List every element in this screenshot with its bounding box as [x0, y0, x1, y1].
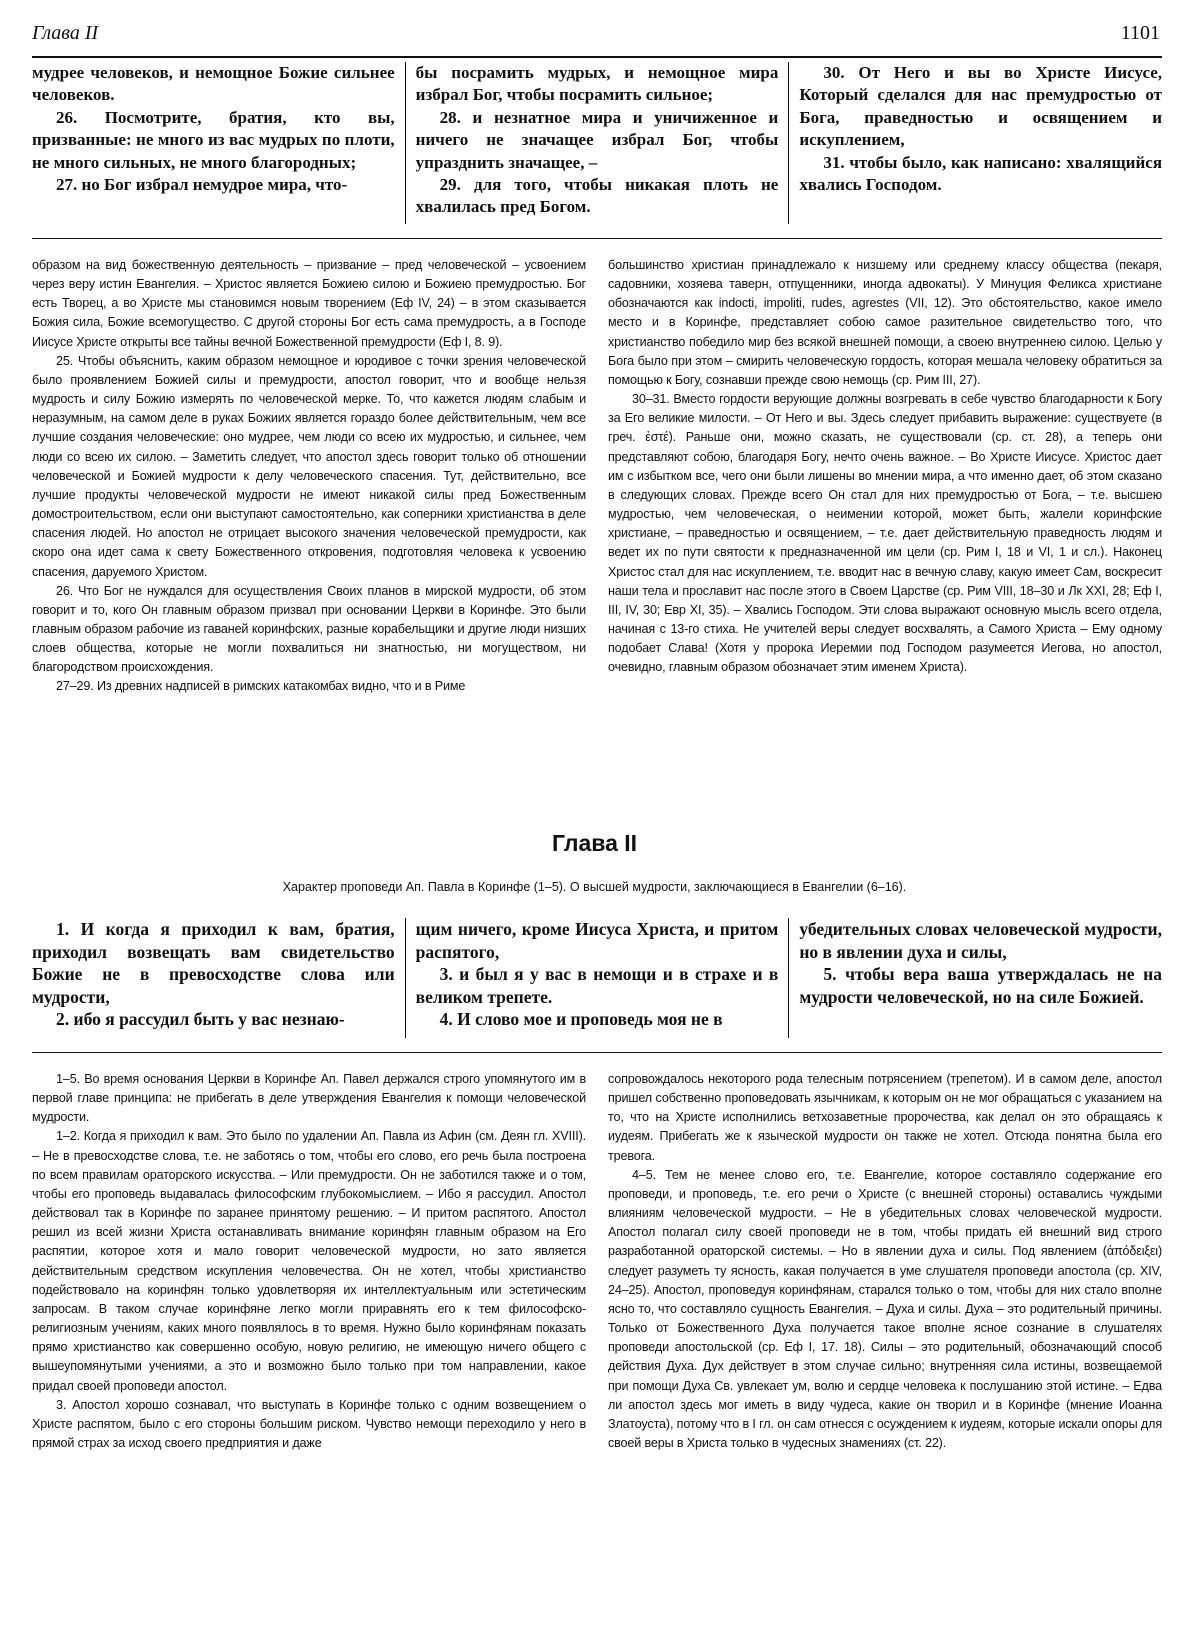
verse-column-2	[405, 918, 789, 1038]
verse-block-top	[32, 62, 1162, 224]
verse-text: мудрее человеков, и немощное Божие сильнее человеков.	[32, 63, 395, 105]
commentary-column-left	[32, 256, 586, 796]
page-number: 1101	[1120, 22, 1160, 44]
verse-divider-rule	[32, 238, 1162, 239]
verse-text: 29. для того, чтобы никакая плоть не хвалилась пред Богом.	[415, 175, 779, 217]
verse-text: 1. И когда я приходил к вам, братия, приходил возвещать вам свидетельство Божие не в превосходстве слова или мудрости,	[32, 919, 395, 1007]
running-head-chapter: Глава II	[32, 22, 99, 44]
verse-block-chapter2	[32, 918, 1162, 1038]
verse-text: 31. чтобы было, как написано: хвалящийся хвались Господом.	[799, 152, 1163, 195]
verse-text: 5. чтобы вера ваша утверждалась не на мудрости человеческой, но на силе Божией.	[799, 964, 1163, 1007]
verse-column-2	[405, 62, 789, 224]
commentary-paragraph: сопровождалось некоторого рода телесным потрясением (трепетом). И в самом деле, апостол пришел собственно проповедовать язычникам, к которым он не мог обращаться с указанием на то, что на Христе исполнились ветхозаветные пророчества, как делал он это обращаясь к иудеям. Прибегать же к языческой мудрости он также не хотел. Отсюда понятна была его тревога.	[608, 1072, 1162, 1163]
commentary-paragraph: 1–2. Когда я приходил к вам. Это было по удалении Ап. Павла из Афин (см. Деян гл. XVIII). – Не в превосходстве слова, т.е. не заботясь о том, чтобы его слово, его речь была построена по всем правилам ораторского искусства. – Или премудрости. Он не заботился также и о том, чтобы его проповедь выдавалась философским глубокомыслием. – Ибо я рассудил. Апостол действовал так в Коринфе по заранее принятому решению. – И притом распятого. Апостол решил из всей жизни Христа останавливать внимание коринфян главным образом на Его распятии, которое хотя и мало говорит человеческой мудрости, но зато является действительным средством искупления человечества. Он не хотел, чтобы христианство подействовало на коринфян только удовлетворяя их интеллектуальным или эстетическим запросам. В таком случае коринфяне легко могли приравнять его к тем философско-религиозным учениям, каких много появлялось в то время. Нужно было коринфянам показать прямо христианство как совершенно особую, новую религию, не имеющую ничего общего с вышеупомянутыми учениями, а это и возможно было только при том направлении, какое придал своей проповеди апостол.	[32, 1129, 586, 1393]
commentary-block-chapter2	[32, 1070, 1162, 1618]
commentary-paragraph: 3. Апостол хорошо сознавал, что выступать в Коринфе только с одним возвещением о Христе распятом, было с его стороны большим риском. Чувство немощи переходило у него в прямой страх за исход своего предприятия и даже	[32, 1397, 586, 1450]
verse-text: 4. И слово мое и проповедь моя не в	[439, 1009, 723, 1030]
chapter-heading: Глава II	[551, 830, 638, 856]
commentary-paragraph: большинство христиан принадлежало к низшему или среднему классу общества (пекаря, садовники, хозяева таверн, отпущенники, иногда адвокаты). У Минуция Феликса христиане обозначаются как indocti, impoliti, rudes, agrestes (VII, 12). Это обстоятельство, какое имело место и в Коринфе, представляет собою самое разительное свидетельство того, что христианство победило мир без всякой внешней помощи, а своею внутреннею силою. Целью у Бога было при этом – смирить человеческую гордость, которая мешала человеку обратиться за помощью к Богу, сознавши прежде свою немощь (ср. Рим III, 27).	[608, 258, 1162, 387]
verse-divider-rule	[32, 1052, 1162, 1053]
verse-text: 3. и был я у вас в немощи и в страхе и в великом трепете.	[415, 964, 779, 1007]
verse-text: щим ничего, кроме Иисуса Христа, и притом распятого,	[415, 919, 779, 962]
commentary-paragraph: 30–31. Вместо гордости верующие должны возгревать в себе чувство благодарности к Богу за Его великие милости. – От Него и вы. Здесь следует прибавить выражение: существуете (в греч. ἐστέ). Раньше они, можно сказать, не существовали (ср. ст. 28), а теперь они представляют собою, благодаря Богу, нечто очень важное. – Во Христе Иисусе. Христос дает им с избытком все, чего они были лишены во мнении мира, а что именно дает, об этом сказано в следующих словах. Прежде всего Он стал для них премудростью от Бога, – т.е. высшею мудростью, чем человеческая, о неимении которой, может быть, жалели коринфские христиане, – праведностью и освящением, – т.е. дает действительную праведность людям и ведет их по пути святости к предназначенной им цели (ср. Рим I, 18 и VI, 1 и сл.). Наконец Христос стал для нас искуплением, т.е. вводит нас в вечную славу, какую имеет Сам, воскресит наши тела и прославит нас после этого в Своем Царстве (ср. Рим VIII, 18–30 и Лк XXI, 28; Еф I, III, IV, 30; Евр XI, 35). – Хвались Господом. Эти слова выражают основную мысль всего отдела, начиная с 13-го стиха. Не учителей веры следует восхвалять, а Самого Христа – Ему одному подобает Слава! (Хотя у пророка Иеремии под Господом разумеется Иегова, но апостол, очевидно, главным образом обозначает этим именем Христа).	[608, 392, 1162, 675]
verse-text: убедительных словах человеческой мудрости, но в явлении духа и силы,	[799, 919, 1163, 962]
commentary-paragraph: 1–5. Во время основания Церкви в Коринфе Ап. Павел держался строго упомянутого им в первой главе принципа: не прибегать в деле утверждения Евангелия к помощи человеческой мудрости.	[32, 1072, 586, 1125]
running-head	[32, 20, 1160, 48]
commentary-paragraph: 27–29. Из древних надписей в римских катакомбах видно, что и в Риме	[56, 679, 466, 694]
verse-column-3	[788, 62, 1162, 224]
verse-text: 28. и незнатное мира и уничиженное и ничего не значащее избрал Бог, чтобы упразднить значащее, –	[415, 107, 779, 172]
commentary-paragraph: 26. Что Бог не нуждался для осуществления Своих планов в мирской мудрости, об этом говорит и то, кого Он главным образом призвал при основании Церкви в Коринфе. Это были главным образом рабочие из гаваней коринфских, разные корабельщики и другие люди низших слоев общества, которые не могли похвалиться ни знатностью, ни могуществом, ни благородством происхождения.	[32, 583, 586, 675]
verse-text: 27. но Бог избрал немудрое мира, что-	[56, 175, 348, 195]
verse-column-3	[788, 918, 1162, 1038]
commentary-paragraph: 4–5. Тем не менее слово его, т.е. Евангелие, которое составляло содержание его проповеди, и проповедь, т.е. его речи о Христе (с внешней стороны) оставались чуждыми влияниям человеческой мудрости. – Не в убедительных словах человеческой мудрости. Апостол полагал силу своей проповеди не в том, чтобы придать ей внешний вид строго разработанной ораторской системы. – Но в явлении духа и силы. Под явлением (ἀπόδειξει) следует разуметь ту ясность, какая получается в уме слушателя проповеди апостола (ср. XIV, 24–25). Апостол, проповедуя коринфянам, старался только о том, чтобы для них стало вполне ясно то, что составляло сущность Евангелия. – Духа и силы. Духа – это родительный причины. Только от Божественного Духа получается такое вполне ясное сознание в слушателях проповеди апостольской (ср. Еф I, 17. 18). Силы – это родительный, обозначающий способ действия Духа. Дух действует в этом случае сильно; внутренняя сила истины, возвещаемой при помощи Духа Св. увлекает ум, волю и сердце человека к послушанию этой истине. – Едва ли апостол здесь мог иметь в виду чудеса, какие он творил и в Коринфе (мнение Иоанна Златоуста), потому что в I гл. он сам отнесся с осуждением к иудеям, которые искали опоры для своей веры в Христа только в чудесных знамениях (ст. 22).	[608, 1167, 1162, 1450]
verse-column-1	[32, 918, 405, 1038]
verse-text: 26. Посмотрите, братия, кто вы, призванные: не много из вас мудрых по плоти, не много сильных, не много благородных;	[32, 107, 395, 172]
verse-text: 2. ибо я рассудил быть у вас незнаю-	[56, 1009, 345, 1030]
commentary-paragraph: 25. Чтобы объяснить, каким образом немощное и юродивое с точки зрения человеческой было проявлением Божией силы и премудрости, апостол говорит, что и вообще нельзя мудрость и силу Божию измерять по человеческой мерке. То, что кажется людям слабым и неразумным, на самом деле в руках Божиих является гораздо более действительным, чем все лучшие создания человеческие: оно мудрее, чем люди со всею их мудростью, и сильнее, чем люди со всею их силою. – Заметить следует, что апостол здесь говорит только об отношении человеческой и Божией мудрости к делу человеческого спасения. Тут, действительно, все лучшие продукты человеческой мудрости не имеют никакой силы пред Божественным домостроительством, если они выступают самостоятельно, как соперники христианства в деле спасения людей. Но апостол не отрицает высокого значения человеческой премудрости, как скоро она идет сама к свету Божественного откровения, подготовляя человека к усвоению спасения, даруемого Христом.	[32, 353, 586, 579]
verse-column-1	[32, 62, 405, 224]
commentary-paragraph: образом на вид божественную деятельность – призвание – пред человеческой – усвоением через веру истин Евангелия. – Христос является Божиею силою и Божиею премудростью. Бог есть Творец, а во Христе мы становимся новым творением (Еф IV, 24) – в этом сказывается Божия сила, Божие всемогущество. С другой стороны Бог есть сама премудрость, а в Господе Иисусе Христе открыты все тайны вечной Божественной премудрости (Еф I, 8. 9).	[32, 258, 586, 349]
commentary-column-left	[32, 1070, 586, 1618]
verse-text: 30. От Него и вы во Христе Иисусе, Который сделался для нас премудростью от Бога, праведностью и освящением и искуплением,	[799, 63, 1163, 150]
verse-text: бы посрамить мудрых, и немощное мира избрал Бог, чтобы посрамить сильное;	[415, 63, 779, 105]
commentary-column-right	[608, 1070, 1162, 1618]
commentary-column-right	[608, 256, 1162, 796]
chapter-summary: Характер проповеди Ап. Павла в Коринфе (1–5). О высшей мудрости, заключающиеся в Евангелии (6–16).	[282, 880, 907, 894]
commentary-block-top	[32, 256, 1162, 796]
header-rule	[32, 56, 1162, 58]
